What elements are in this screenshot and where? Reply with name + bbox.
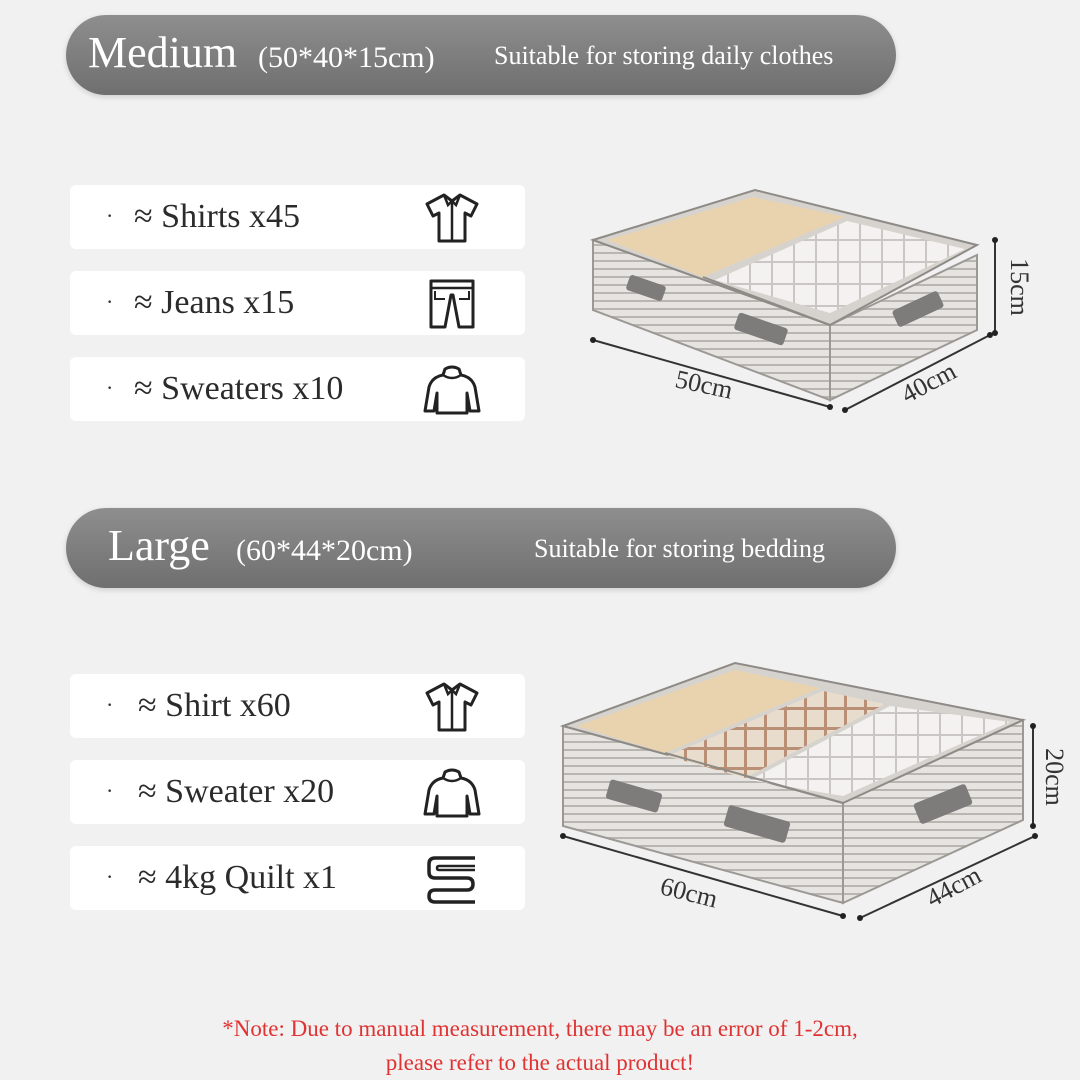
jeans-icon <box>417 277 487 331</box>
note-line-1: *Note: Due to manual measurement, there may be an error of 1-2cm, <box>222 1016 858 1041</box>
medium-capacity-item-jeans <box>70 271 525 335</box>
large-capacity-item-shirt <box>70 674 525 738</box>
medium-length-label: 50cm <box>672 364 736 405</box>
quilt-icon <box>417 852 487 906</box>
bullet: · <box>106 692 114 717</box>
large-length-label: 60cm <box>657 871 721 914</box>
capacity-text: ≈ 4kg Quilt x1 <box>138 859 338 896</box>
bullet: · <box>106 375 114 400</box>
large-suitable-text: Suitable for storing bedding <box>534 534 826 563</box>
bullet: · <box>106 864 114 889</box>
bullet: · <box>106 778 114 803</box>
capacity-text: ≈ Shirts x45 <box>134 198 301 235</box>
shirt-icon <box>417 680 487 734</box>
medium-banner <box>66 15 896 95</box>
large-width-label: 44cm <box>921 860 986 913</box>
bullet: · <box>106 289 114 314</box>
large-capacity-item-quilt <box>70 846 525 910</box>
large-banner <box>66 508 896 588</box>
measurement-note <box>0 1012 1080 1080</box>
medium-height-label: 15cm <box>1004 258 1034 316</box>
capacity-text: ≈ Shirt x60 <box>138 687 291 724</box>
note-line-2: please refer to the actual product! <box>385 1050 695 1075</box>
medium-capacity-item-shirts <box>70 185 525 249</box>
sweater-icon <box>417 766 487 820</box>
capacity-text: ≈ Sweater x20 <box>138 773 335 810</box>
medium-capacity-item-sweaters <box>70 357 525 421</box>
bullet: · <box>106 203 114 228</box>
medium-size-name: Medium <box>88 28 238 77</box>
shirt-icon <box>417 191 487 245</box>
large-size-name: Large <box>108 521 210 570</box>
capacity-text: ≈ Sweaters x10 <box>134 370 344 407</box>
large-capacity-item-sweater <box>70 760 525 824</box>
capacity-text: ≈ Jeans x15 <box>134 284 295 321</box>
medium-size-dims: (50*40*15cm) <box>258 41 435 74</box>
medium-width-label: 40cm <box>896 356 961 409</box>
medium-storage-box-image <box>585 185 1035 420</box>
sweater-icon <box>417 363 487 417</box>
medium-suitable-text: Suitable for storing daily clothes <box>494 41 834 70</box>
large-size-dims: (60*44*20cm) <box>236 534 413 567</box>
large-height-label: 20cm <box>1039 748 1069 806</box>
